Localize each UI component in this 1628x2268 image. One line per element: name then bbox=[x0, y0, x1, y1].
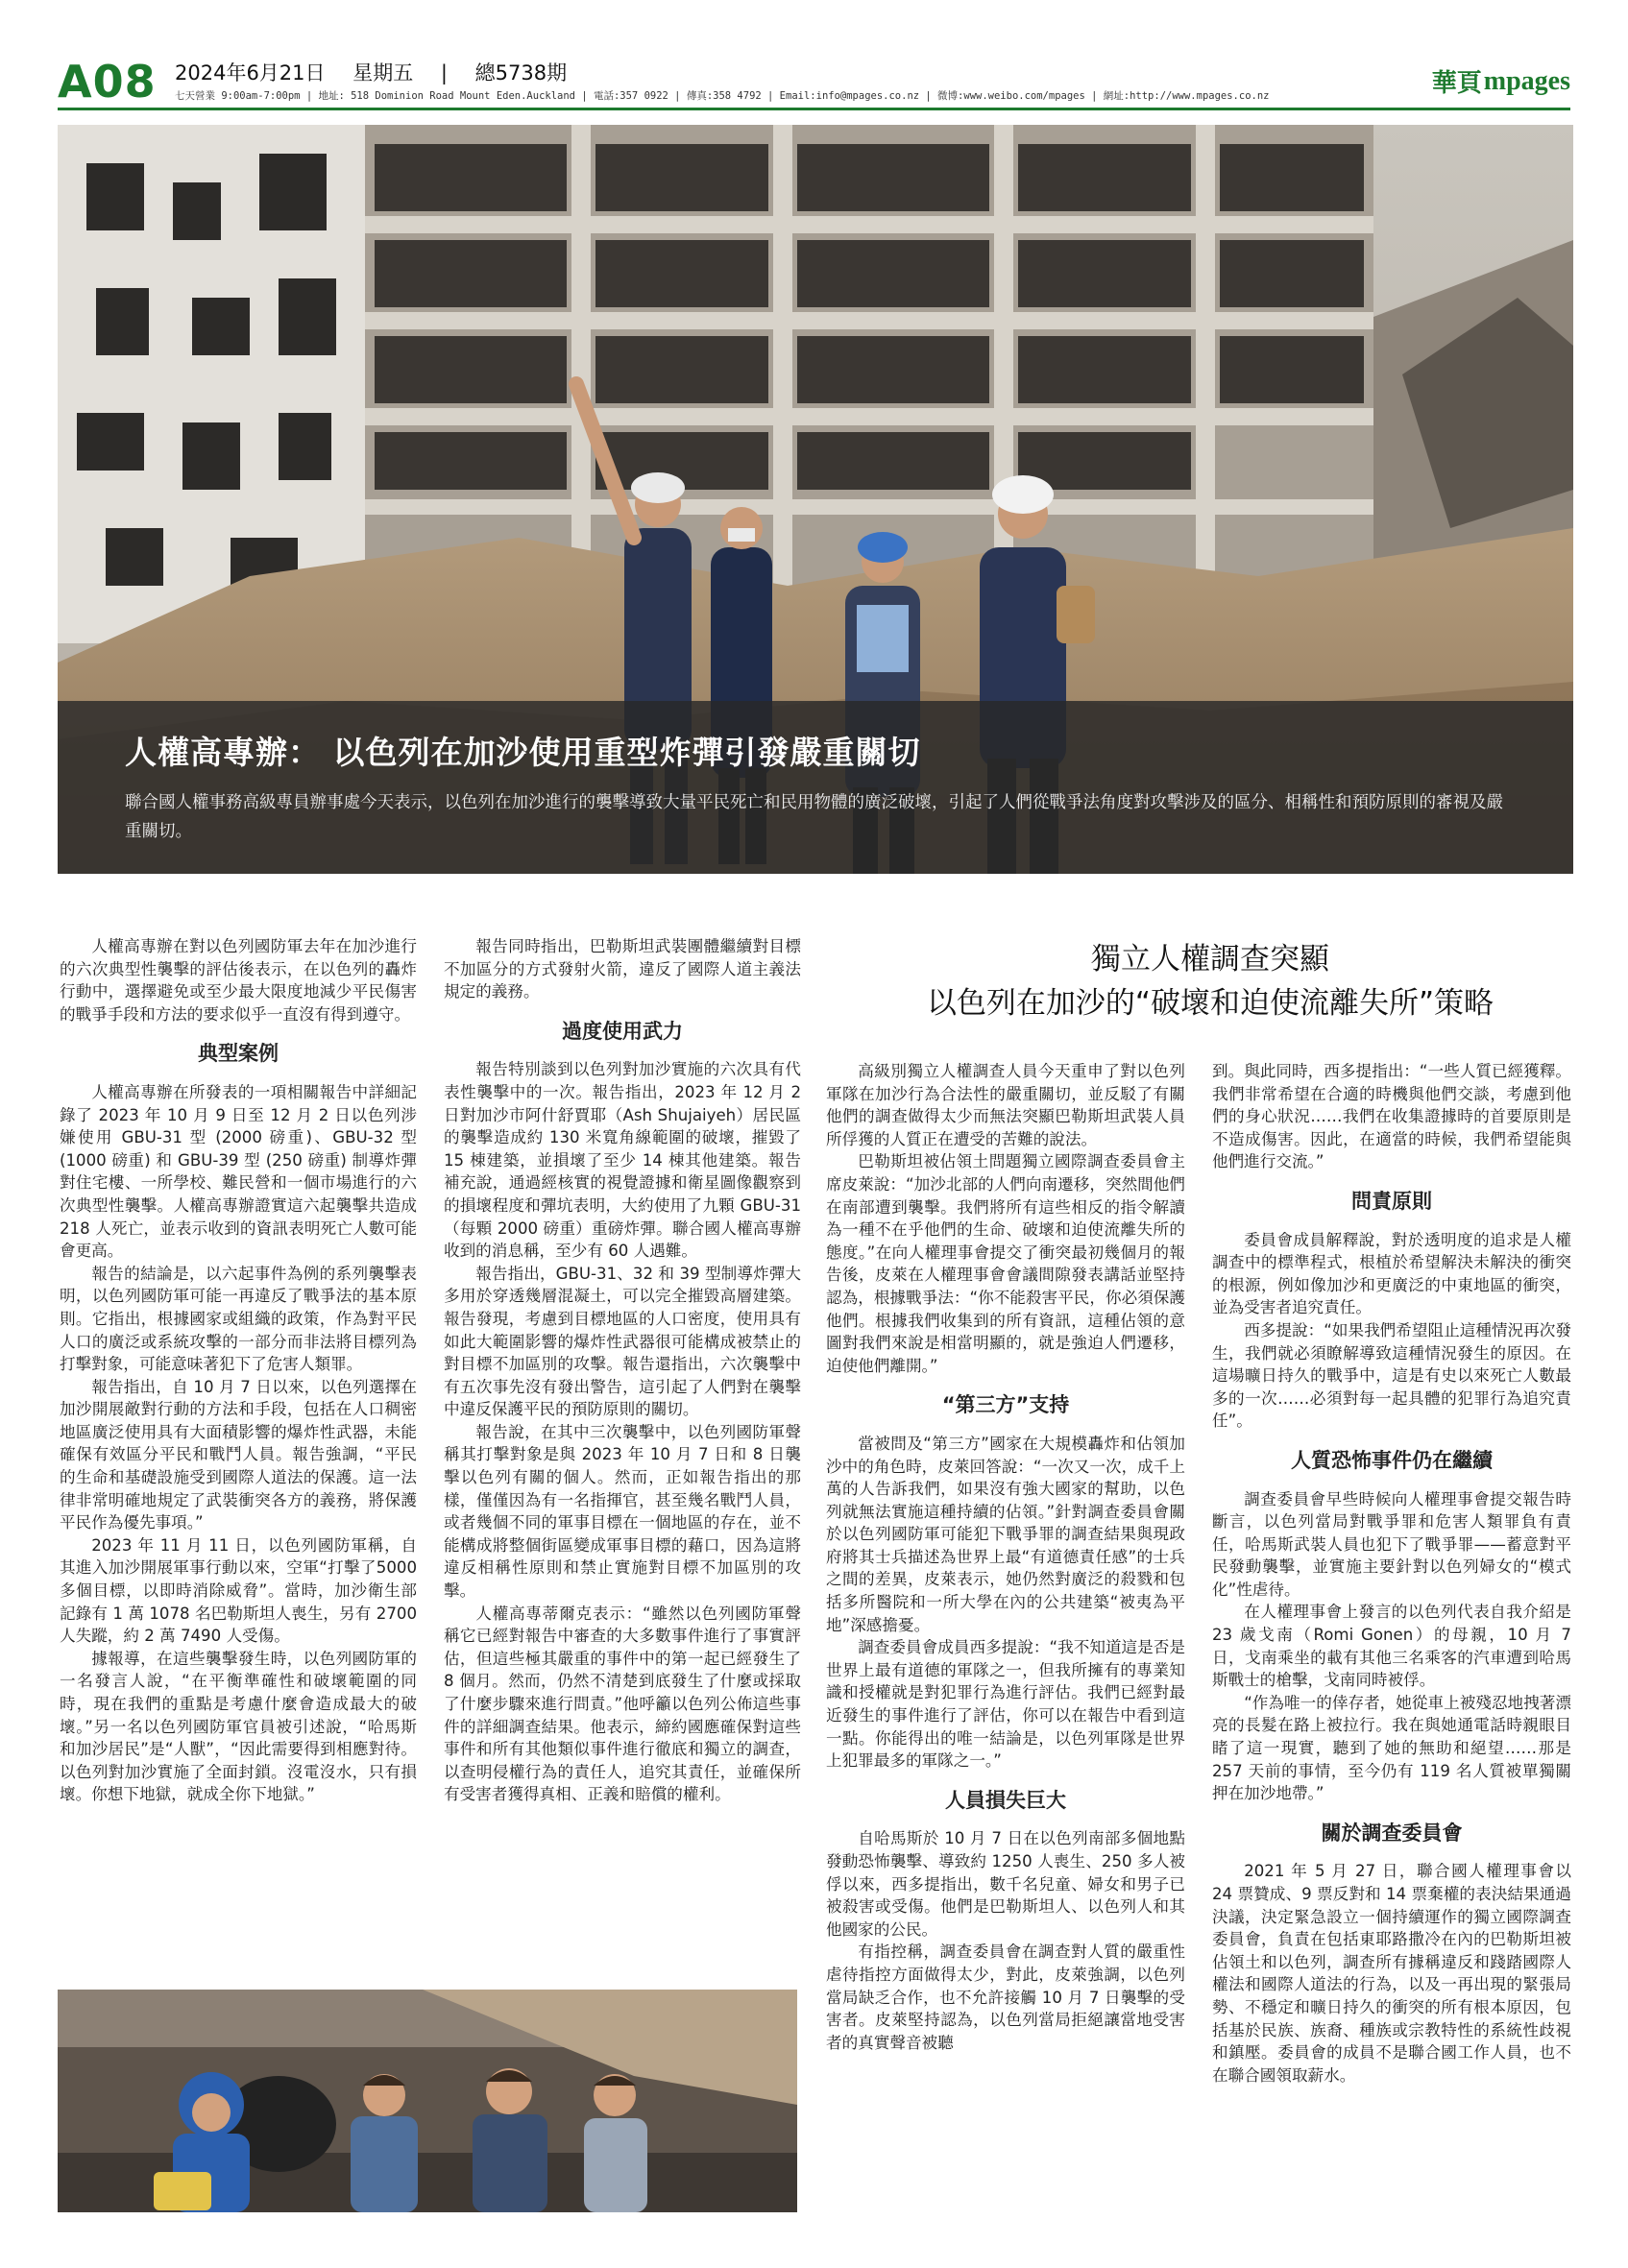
paragraph: 報告同時指出，巴勒斯坦武裝團體繼續對目標不加區分的方式發射火箭，違反了國際人道主義法規定的義務。 bbox=[444, 937, 801, 1001]
logo-chinese: 華頁 bbox=[1431, 69, 1482, 98]
paragraph: 2023 年 11 月 11 日，以色列國防軍稱，自其進入加沙開展軍事行動以來，空軍“打擊了5000 多個目標，以即時消除威脅”。當時，加沙衛生部記錄有 1 萬 1078 名巴勒斯坦人喪生，另有 2700 人失蹤，約 2 萬 7490 人受傷。 bbox=[60, 1535, 417, 1646]
paragraph: 委員會成員解釋說，對於透明度的追求是人權調查中的標準程式，根植於希望解決未解決的衝突的根源，例如像加沙和更廣泛的中東地區的衝突，並為受害者追究責任。 bbox=[1212, 1230, 1571, 1317]
paragraph: 自哈馬斯於 10 月 7 日在以色列南部多個地點發動恐怖襲擊、導致約 1250 人喪生、250 多人被俘以來，西多提指出，數千名兒童、婦女和男子已被殺害或受傷。他們是巴勒斯坦人、以色列人和其他國家的公民。 bbox=[826, 1829, 1185, 1939]
article-column-3 bbox=[826, 1060, 1185, 2054]
right-article-title[interactable] bbox=[845, 937, 1575, 1025]
subheading-typical-cases: 典型案例 bbox=[198, 1042, 279, 1066]
logo-english: mpages bbox=[1483, 65, 1570, 96]
paragraph: 巴勒斯坦被佔領土問題獨立國際調查委員會主席皮萊說：“加沙北部的人們向南遷移，突然間他們在南部遭到襲擊。我們將所有這些相反的指令解讀為一種不在乎他們的生命、破壞和迫使流離失所的態度。”在向人權理事會提交了衝突最初幾個月的報告後，皮萊在人權理事會會議間隙發表講話並堅持認為，根據戰爭法：“你不能殺害平民，你必須保護他們。根據我們收集到的所有資訊，這種佔領的意圖對我們來說是相當明顯的，就是強迫人們遷移，迫使他們離開。” bbox=[826, 1152, 1185, 1375]
children-photo bbox=[58, 1990, 797, 2212]
article-column-4 bbox=[1212, 1060, 1571, 2087]
subheading-about-commission: 關於調查委員會 bbox=[1321, 1821, 1463, 1845]
lead-caption bbox=[58, 701, 1573, 874]
right-title-line-2: 以色列在加沙的“破壞和迫使流離失所”策略 bbox=[926, 986, 1494, 1021]
paragraph: 報告特別談到以色列對加沙實施的六次具有代表性襲擊中的一次。報告指出，2023 年 12 月 2 日對加沙市阿什舒賈耶（Ash Shujaiyeh）居民區的襲擊造成約 130 米寬角線範圍的破壞，摧毀了 15 棟建築，並損壞了至少 14 棟其他建築。報告補充說，通過經核實的視覺證據和衛星圖像觀察到的損壞程度和彈坑表明，大約使用了九顆 GBU-31（每顆 2000 磅重）重磅炸彈。聯合國人權高專辦收到的消息稱，至少有 60 人遇難。 bbox=[444, 1060, 801, 1261]
paragraph: 報告說，在其中三次襲擊中，以色列國防軍聲稱其打擊對象是與 2023 年 10 月 7 日和 8 日襲擊以色列有關的個人。然而，正如報告指出的那樣，僅僅因為有一名指揮官，甚至幾名戰鬥人員，或者幾個不同的軍事目標在一個地區的存在，並不能構成將整個街區變成軍事目標的藉口，因為這將違反相稱性原則和禁止實施對目標不加區別的攻擊。 bbox=[444, 1422, 801, 1601]
paragraph: 人權高專蒂爾克表示：“雖然以色列國防軍聲稱它已經對報告中審查的大多數事件進行了事實評估，但這些極其嚴重的事件中的第一起已經發生了 8 個月。然而，仍然不清楚到底發生了什麼或採取了什麼步驟來進行問責。”他呼籲以色列公佈這些事件的詳細調查結果。他表示，締約國應確保對這些事件和所有其他類似事件進行徹底和獨立的調查，以查明侵權行為的責任人，追究其責任，並確保所有受害者獲得真相、正義和賠償的權利。 bbox=[444, 1604, 801, 1804]
paragraph: 調查委員會早些時候向人權理事會提交報告時斷言，以色列當局對戰爭罪和危害人類罪負有責任，哈馬斯武裝人員也犯下了戰爭罪——蓄意對平民發動襲擊，並實施主要針對以色列婦女的“模式化”性虐待。 bbox=[1212, 1489, 1571, 1599]
subheading-hostage-terror: 人質恐怖事件仍在繼續 bbox=[1291, 1448, 1493, 1472]
paragraph: 在人權理事會上發言的以色列代表自我介紹是 23 歲戈南（Romi Gonen）的母親，10 月 7 日，戈南乘坐的載有其他三名乘客的汽車遭到哈馬斯戰士的槍擊，戈南同時被俘。 bbox=[1212, 1603, 1571, 1690]
paragraph: 當被問及“第三方”國家在大規模轟炸和佔領加沙中的角色時，皮萊回答說：“一次又一次，成千上萬的人告訴我們，如果沒有強大國家的幫助，以色列就無法實施這種持續的佔領。”針對調查委員會關於以色列國防軍可能犯下戰爭罪的調查結果與現政府將其士兵描述為世界上最“有道德責任感”的士兵之間的差異，皮萊表示，她仍然對廣泛的殺戮和包括多所醫院和一所大學在內的公共建築“被夷為平地”深感擔憂。 bbox=[826, 1434, 1185, 1634]
paragraph: 人權高專辦在所發表的一項相關報告中詳細記錄了 2023 年 10 月 9 日至 12 月 2 日以色列涉嫌使用 GBU-31 型 (2000 磅重)、GBU-32 型 (1000 磅重) 和 GBU-39 型 (250 磅重) 制導炸彈對住宅樓、一所學校、難民營和一個市場進行的六次典型性襲擊。人權高專辦證實這六起襲擊共造成 218 人死亡，並表示收到的資訊表明死亡人數可能會更高。 bbox=[60, 1082, 417, 1261]
page-number: A08 bbox=[58, 56, 157, 108]
header-divider: | bbox=[440, 61, 448, 84]
paragraph: 據報導，在這些襲擊發生時，以色列國防軍的一名發言人說，“在平衡準確性和破壞範圍的同時，現在我們的重點是考慮什麼會造成最大的破壞。”另一名以色列國防軍官員被引述說，“哈馬斯和加沙居民”是“人獸”，“因此需要得到相應對待。以色列對加沙實施了全面封鎖。沒電沒水，只有損壞。你想下地獄，就成全你下地獄。” bbox=[60, 1649, 417, 1804]
article-column-2 bbox=[444, 935, 801, 1806]
paragraph: 到。與此同時，西多提指出：“一些人質已經獲釋。我們非常希望在合適的時機與他們交談，考慮到他們的身心狀況……我們在收集證據時的首要原則是不造成傷害。因此，在適當的時候，我們希望能與他們進行交流。” bbox=[1212, 1062, 1571, 1171]
subheading-third-party: “第三方”支持 bbox=[941, 1393, 1070, 1417]
header-contact-info: 七天營業 9:00am-7:00pm | 地址: 518 Dominion Road Mount Eden.Auckland | 電話:357 0922 | 傳真:358 4792 | Email:info@mpages.co.nz | 微博:www.weibo.com/mpages | 網址:http://www.mpages.co.nz bbox=[175, 90, 1270, 102]
paragraph: 調查委員會成員西多提說：“我不知道這是否是世界上最有道德的軍隊之一，但我所擁有的專業知識和授權就是對犯罪行為進行評估。我們已經對最近發生的事件進行了評估，你可以在報告中看到這一點。你能得出的唯一結論是，以色列軍隊是世界上犯罪最多的軍隊之一。” bbox=[826, 1638, 1185, 1771]
article-column-1 bbox=[60, 935, 417, 1806]
paragraph: 報告的結論是，以六起事件為例的系列襲擊表明，以色列國防軍可能一再違反了戰爭法的基本原則。它指出，根據國家或組織的政策，作為對平民人口的廣泛或系統攻擊的一部分而非法將目標列為打擊對象，可能意味著犯下了危害人類罪。 bbox=[60, 1264, 417, 1374]
lead-headline[interactable]: 人權高專辦： 以色列在加沙使用重型炸彈引發嚴重關切 bbox=[125, 734, 921, 771]
page-header bbox=[58, 56, 1570, 106]
header-weekday: 星期五 bbox=[352, 61, 414, 84]
subheading-excessive-force: 過度使用武力 bbox=[562, 1019, 683, 1043]
paragraph: 高級別獨立人權調查人員今天重申了對以色列軍隊在加沙行為合法性的嚴重關切，並反駁了有關他們的調查做得太少而無法突顯巴勒斯坦武裝人員所俘獲的人質正在遭受的苦難的說法。 bbox=[826, 1062, 1185, 1148]
subheading-accountability: 問責原則 bbox=[1351, 1189, 1432, 1213]
paragraph: 人權高專辦在對以色列國防軍去年在加沙進行的六次典型性襲擊的評估後表示，在以色列的轟炸行動中，選擇避免或至少最大限度地減少平民傷害的戰爭手段和方法的要求似乎一直沒有得到遵守。 bbox=[60, 937, 417, 1024]
lead-summary: 聯合國人權事務高級專員辦事處今天表示，以色列在加沙進行的襲擊導致大量平民死亡和民用物體的廣泛破壞，引起了人們從戰爭法角度對攻擊涉及的區分、相稱性和預防原則的審視及嚴重關切。 bbox=[125, 793, 1503, 841]
paragraph: 報告指出，GBU-31、32 和 39 型制導炸彈大多用於穿透幾層混凝土，可以完全摧毀高層建築。報告發現，考慮到目標地區的人口密度，使用具有如此大範圍影響的爆炸性武器很可能構成被禁止的對目標不加區別的攻擊。報告還指出，六次襲擊中有五次事先沒有發出警告，這引起了人們對在襲擊中違反保護平民的預防原則的關切。 bbox=[444, 1264, 801, 1419]
paragraph: 有指控稱，調查委員會在調查對人質的嚴重性虐待指控方面做得太少，對此，皮萊強調，以色列當局缺乏合作，也不允許接觸 10 月 7 日襲擊的受害者。皮萊堅持認為，以色列當局拒絕讓當地受害者的真實聲音被聽 bbox=[826, 1942, 1185, 2052]
right-title-line-1: 獨立人權調查突顯 bbox=[1091, 942, 1329, 977]
paragraph: 西多提說：“如果我們希望阻止這種情況再次發生，我們就必須瞭解導致這種情況發生的原因。在這場曠日持久的戰爭中，這是有史以來死亡人數最多的一次……必須對每一起具體的犯罪行為追究責任”。 bbox=[1212, 1320, 1571, 1431]
header-rule bbox=[58, 108, 1570, 110]
header-dateline bbox=[175, 58, 588, 86]
subheading-human-losses: 人員損失巨大 bbox=[945, 1788, 1066, 1812]
paragraph: 報告指出，自 10 月 7 日以來，以色列選擇在加沙開展敵對行動的方法和手段，包括在人口稠密地區廣泛使用具有大面積影響的爆炸性武器，未能確保有效區分平民和戰鬥人員。報告強調，“平民的生命和基礎設施受到國際人道法的保護。這一法律非常明確地規定了武裝衝突各方的義務，將保護平民作為優先事項。” bbox=[60, 1377, 417, 1532]
publication-logo[interactable] bbox=[1432, 63, 1570, 99]
header-issue: 總5738期 bbox=[474, 61, 568, 84]
paragraph: “作為唯一的倖存者，她從車上被殘忍地拽著漂亮的長髮在路上被拉行。我在與她通電話時親眼目睹了這一現實，聽到了她的無助和絕望……那是 257 天前的事情，至今仍有 119 名人質被單獨關押在加沙地帶。” bbox=[1212, 1693, 1571, 1803]
header-date: 2024年6月21日 bbox=[175, 61, 326, 84]
children-photo-illustration bbox=[58, 1990, 797, 2212]
paragraph: 2021 年 5 月 27 日，聯合國人權理事會以 24 票贊成、9 票反對和 14 票棄權的表決結果通過決議，決定緊急設立一個持續運作的獨立國際調查委員會，負責在包括東耶路撒冷在內的巴勒斯坦被佔領土和以色列，調查所有據稱違反和踐踏國際人權法和國際人道法的行為，以及一再出現的緊張局勢、不穩定和曠日持久的衝突的所有根本原因，包括基於民族、族裔、種族或宗教特性的系統性歧視和鎮壓。委員會的成員不是聯合國工作人員，也不在聯合國領取薪水。 bbox=[1212, 1862, 1571, 2085]
